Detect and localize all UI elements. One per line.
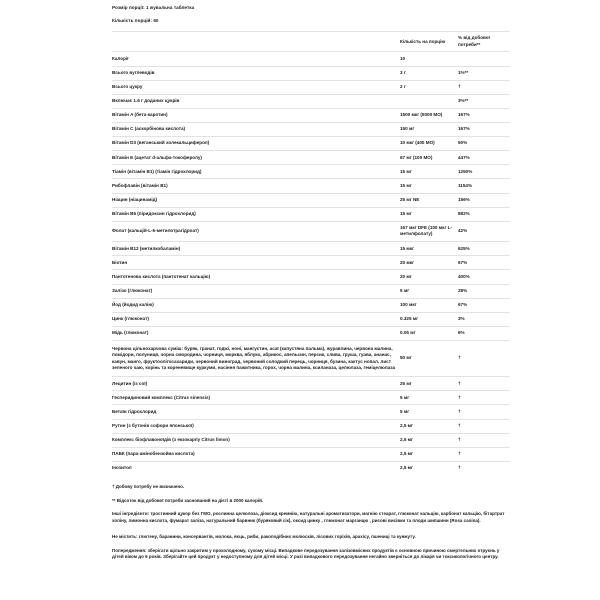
nutrient-daily-value: 167% (458, 122, 510, 136)
table-row (112, 242, 510, 256)
column-header-daily-value: % від добової потреби** (458, 32, 510, 52)
nutrient-daily-value: 1154% (458, 179, 510, 193)
nutrient-name: Вітамін B6 (піридоксин гідрохлорид) (112, 207, 400, 221)
nutrient-amount: 100 мкг (400, 298, 458, 312)
table-row (112, 207, 510, 221)
table-row (112, 312, 510, 326)
nutrient-name: Вітамін B12 (метилкобаламін) (112, 242, 400, 256)
table-row (112, 179, 510, 193)
nutrient-name: Комплекс біофлавоноїдів (з екзокарпу Citrus limon) (112, 433, 400, 447)
table-row (112, 52, 510, 66)
nutrient-daily-value: † (458, 391, 510, 405)
nutrient-daily-value: 447% (458, 151, 510, 165)
nutrient-name: Бетаїн гідрохлорид (112, 405, 400, 419)
supplement-facts-table (112, 31, 510, 475)
other-ingredients: Інші інгредієнти: тростинний цукор без ГМО, рослинна целюлоза, діоксид кремнію, натуральні ароматизатори, магнію стеарат, глюконат кальцію, карбонат кальцію, бітартрат холіну, лимонна кислота, фумарат заліза, натуральний барвник (буряковий сік), оксид цинку , глюконат марганцю , рисові висівки та плоди шипшини (Rosa canina). (112, 511, 505, 523)
nutrient-amount: 5 мг (400, 405, 458, 419)
table-row (112, 137, 510, 151)
nutrient-daily-value: 1%** (458, 66, 510, 80)
nutrient-amount: 67 мг (100 МО) (400, 151, 458, 165)
servings-per-container: Кількість порцій: 60 (112, 18, 159, 23)
nutrient-amount: 3 г (400, 66, 458, 80)
nutrient-daily-value: 156% (458, 193, 510, 207)
nutrient-amount: 0.325 мг (400, 312, 458, 326)
nutrient-daily-value: † (458, 419, 510, 433)
nutrient-daily-value: 67% (458, 298, 510, 312)
table-header-row (112, 32, 510, 52)
table-row (112, 377, 510, 391)
nutrient-daily-value: † (458, 433, 510, 447)
nutrient-name: Фолат (кальцій-L-5-метилотрагідроат) (112, 221, 400, 241)
nutrient-amount: 25 мг NE (400, 193, 458, 207)
nutrient-name: Вітамін D3 (веганський холекальциферол) (112, 137, 400, 151)
nutrient-name: Йод (йодид калію) (112, 298, 400, 312)
table-row (112, 94, 510, 108)
nutrient-name: ПАБК (пара-амінобензойна кислота) (112, 447, 400, 461)
nutrient-name: Вітамін A (бета-каротин) (112, 108, 400, 122)
nutrient-daily-value: 167% (458, 108, 510, 122)
footnote-dagger: † Добову потребу не визначено. (112, 484, 185, 490)
table-row (112, 256, 510, 270)
nutrient-name: Мідь (глюконат) (112, 326, 400, 340)
nutrient-amount: 2,5 мг (400, 419, 458, 433)
table-row (112, 433, 510, 447)
nutrient-daily-value: † (458, 377, 510, 391)
table-row (112, 80, 510, 94)
nutrient-daily-value: † (458, 461, 510, 475)
nutrient-name: Червона цільнохарчова суміш: буряк, гранат, годжі, нонi, мангустин, асаї (капустяна пальма), журавлина, червона малина, помідори, полуниця, чорна смородина, чорниця, морква, яблуко, абрикос, апельсин, персик, слива, груша, гуава, ананас, кавун, манго, фруктоолігосахариди, червоний виноград, червоний солодкий перець, чорниця, бузина, кактус нопал, лист зеленого чаю, корінь та кореневище куркуми, насіння пажитника, горох, чорна малина, ксиланаза, целюлаза, геміцелюлаза (112, 340, 400, 376)
nutrient-name: Вітамін C (аскорбінова кислота) (112, 122, 400, 136)
nutrient-name: Цинк (глюконат) (112, 312, 400, 326)
nutrient-name: Залізо (глюконат) (112, 284, 400, 298)
nutrient-daily-value: 1250% (458, 165, 510, 179)
nutrient-daily-value: † (458, 80, 510, 94)
nutrient-amount: 15 мг (400, 207, 458, 221)
table-row (112, 326, 510, 340)
nutrient-amount: 1500 мкг (5000 МО) (400, 108, 458, 122)
nutrient-daily-value: 3%** (458, 94, 510, 108)
warning-statement: Попередження: зберігати щільно закритим у прохолодному, сухому місці. Випадкове передозування залізовмісних продуктів є основною причиною смертельних отруєнь у дітей віком до 6 років. Зберігайте цей продукт у недоступному для дітей місці. У разі випадкового передозування негайно зверніться до лікаря чи токсикологічного центру. (112, 547, 500, 560)
footnotes-section (112, 484, 510, 561)
nutrient-daily-value: 28% (458, 284, 510, 298)
nutrient-name: Рибофлавін (вітамін B1) (112, 179, 400, 193)
nutrient-amount: 10 (400, 52, 458, 66)
nutrient-daily-value: 3% (458, 312, 510, 326)
nutrient-daily-value: 882% (458, 207, 510, 221)
nutrient-amount: 0.05 мг (400, 326, 458, 340)
table-header (112, 32, 510, 52)
nutrient-name: Калорії (112, 52, 400, 66)
table-row (112, 193, 510, 207)
table-row (112, 165, 510, 179)
nutrient-daily-value: † (458, 447, 510, 461)
table-row (112, 298, 510, 312)
nutrient-amount: 15 мкг (400, 242, 458, 256)
table-row (112, 108, 510, 122)
nutrient-name: Ніацин (ніацинамід) (112, 193, 400, 207)
nutrient-name: Біотин (112, 256, 400, 270)
table-row (112, 419, 510, 433)
nutrient-amount: 150 мг (400, 122, 458, 136)
nutrient-amount: 20 мг (400, 270, 458, 284)
nutrient-amount: 50 мг (400, 340, 458, 376)
nutrient-daily-value: 6% (458, 326, 510, 340)
nutrient-amount: 10 мкг (400 МО) (400, 137, 458, 151)
table-row (112, 461, 510, 475)
nutrient-amount: 2,5 мг (400, 461, 458, 475)
nutrient-amount: 15 мг (400, 165, 458, 179)
nutrient-amount: 20 мкг (400, 256, 458, 270)
nutrient-daily-value: 50% (458, 137, 510, 151)
nutrient-name: Рутин (з бутонів софори японської) (112, 419, 400, 433)
table-row (112, 447, 510, 461)
table-row (112, 151, 510, 165)
table-body (112, 52, 510, 475)
nutrient-name: Всього цукру (112, 80, 400, 94)
table-row (112, 405, 510, 419)
nutrient-amount: 2 г (400, 80, 458, 94)
nutrient-name: Тіамін (вітамін B1) (тіамін гідрохлорид) (112, 165, 400, 179)
nutrient-amount: 5 мг (400, 391, 458, 405)
nutrient-amount (400, 94, 458, 108)
nutrient-name: Інозитол (112, 461, 400, 475)
column-header-amount: Кількість на порцію (400, 32, 458, 52)
nutrient-daily-value: † (458, 405, 510, 419)
nutrient-name: Включає 1.6 г доданих цукрів (112, 94, 400, 108)
serving-size: Розмір порції: 1 жувальна таблетка (112, 5, 195, 10)
nutrient-amount: 2,5 мг (400, 433, 458, 447)
nutrient-name: Вітамін E (ацетат d-альфа-токоферолу) (112, 151, 400, 165)
column-header-name (112, 32, 400, 52)
nutrient-daily-value: 42% (458, 221, 510, 241)
table-row (112, 221, 510, 241)
nutrient-amount: 15 мг (400, 179, 458, 193)
nutrient-amount: 5 мг (400, 284, 458, 298)
table-row (112, 66, 510, 80)
nutrient-daily-value: 67% (458, 256, 510, 270)
nutrient-name: Пантотенова кислота (пантотенат кальцію) (112, 270, 400, 284)
nutrient-name: Лецитин (із сої) (112, 377, 400, 391)
nutrient-amount: 2,5 мг (400, 447, 458, 461)
table-row (112, 340, 510, 376)
nutrient-daily-value (458, 52, 510, 66)
nutrient-daily-value: 625% (458, 242, 510, 256)
nutrient-amount: 167 мкг DFE (100 мкг L-метилфолату) (400, 221, 458, 241)
table-row (112, 284, 510, 298)
footnote-percent: ** Відсоток від добової потреби заснований на дієті в 2000 калорій. (112, 497, 264, 503)
allergen-statement: Не містить: глютену, баранини, консервантів, молока, яєць, риби, ракоподібних молюсків, лісових горіхів, арахісу, пшениці та кунжуту. (112, 533, 416, 539)
table-row (112, 391, 510, 405)
nutrient-name: Всього вуглеводів (112, 66, 400, 80)
nutrient-name: Гесперидиновий комплекс (Citrus sinensis) (112, 391, 400, 405)
nutrient-daily-value: 400% (458, 270, 510, 284)
table-row (112, 122, 510, 136)
nutrient-daily-value: † (458, 340, 510, 376)
table-row (112, 270, 510, 284)
nutrient-amount: 25 мг (400, 377, 458, 391)
